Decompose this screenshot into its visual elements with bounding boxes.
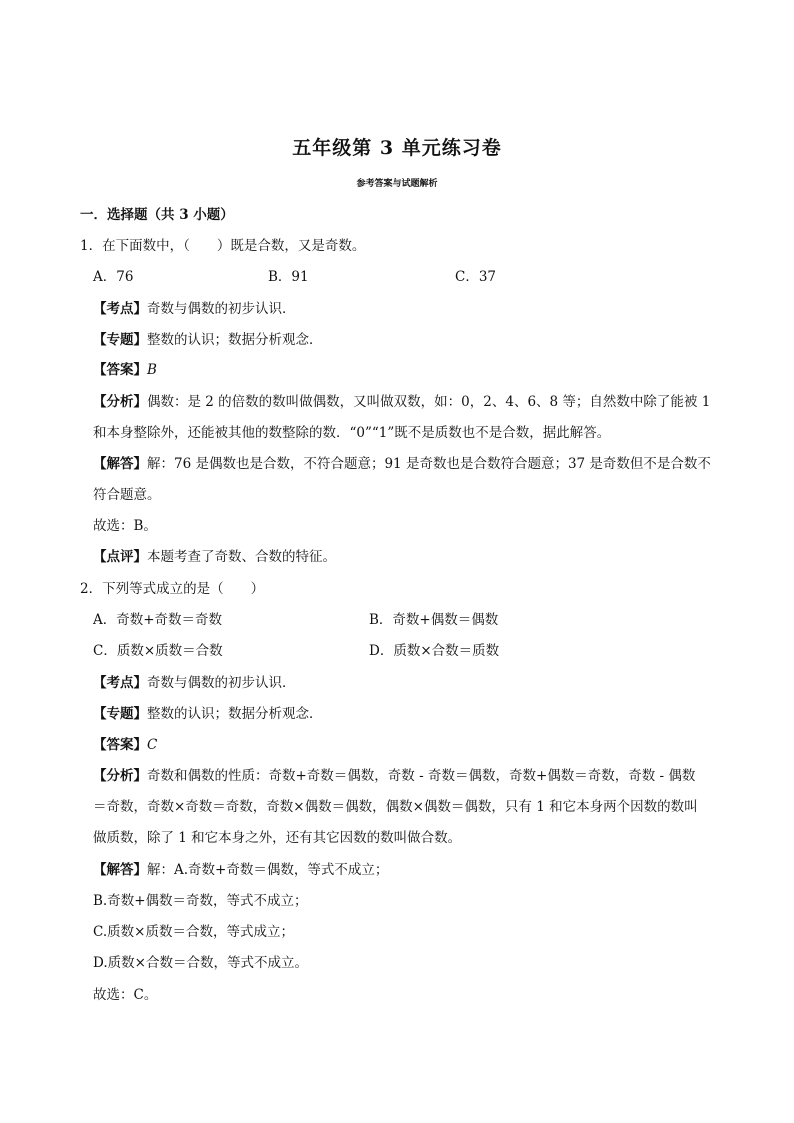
q1-option-c: C．37	[455, 269, 497, 285]
q2-option-a: A．奇数+奇数＝奇数	[93, 612, 223, 628]
q2-fenxi-line3: 做质数，除了 1 和它本身之外，还有其它因数的数叫做合数。	[93, 830, 462, 846]
q2-jieda-line2: B.奇数+偶数＝奇数，等式不成立；	[93, 893, 308, 909]
q1-dianping-text: 本题考查了奇数、合数的特征。	[147, 549, 336, 565]
q1-zhuanti	[93, 330, 323, 350]
q1-option-b: B．91	[268, 269, 309, 285]
q2-kaodian-tag: 【考点】	[93, 675, 147, 691]
q1-daan-tag: 【答案】	[93, 362, 147, 378]
q1-jieda-text1: 解：76 是偶数也是合数，不符合题意；91 是奇数也是合数符合题意；37 是奇数但不是合数不	[147, 456, 711, 472]
q1-fenxi-text1: 偶数：是 2 的倍数的数叫做偶数，又叫做双数，如：0，2、4、6、8 等；自然数中除了能被 1	[147, 394, 711, 410]
q2-daan-tag: 【答案】	[93, 737, 147, 753]
q2-option-d: D．质数×合数＝质数	[369, 643, 500, 659]
q1-fenxi-tag: 【分析】	[93, 394, 147, 410]
q2-fenxi-tag: 【分析】	[93, 768, 147, 784]
q2-answer-choice: 故选：C。	[93, 987, 158, 1003]
q1-fenxi-line1	[93, 392, 710, 412]
q1-dianping	[93, 547, 336, 567]
q1-stem: 1．在下面数中，（ ）既是合数，又是奇数。	[80, 238, 366, 254]
q1-option-a: A．76	[93, 269, 134, 285]
q2-jieda-line3: C.质数×质数＝合数，等式成立；	[93, 924, 294, 940]
q2-fenxi-line2: ＝奇数，奇数×奇数＝奇数，奇数×偶数＝偶数，偶数×偶数＝偶数，只有 1 和它本身两个因数的数叫	[93, 799, 698, 815]
q1-zhuanti-text: 整数的认识；数据分析观念．	[147, 332, 323, 348]
q1-daan-text: B	[147, 362, 157, 378]
q2-fenxi-text1: 奇数和偶数的性质：奇数+奇数＝偶数，奇数 - 奇数＝偶数，奇数+偶数＝奇数，奇数 - 偶数	[147, 768, 696, 784]
q2-jieda-tag: 【解答】	[93, 862, 147, 878]
q1-dianping-tag: 【点评】	[93, 549, 147, 565]
q1-daan	[93, 360, 157, 380]
q2-stem: 2．下列等式成立的是（ ）	[80, 581, 265, 597]
q2-kaodian-text: 奇数与偶数的初步认识．	[147, 675, 296, 691]
q1-kaodian	[93, 299, 296, 319]
q2-daan	[93, 735, 157, 755]
page-subtitle: 参考答案与试题解析	[356, 179, 438, 189]
section-heading: 一．选择题（共 3 小题）	[80, 207, 234, 223]
q2-jieda-line4: D.质数×合数＝合数，等式不成立。	[93, 955, 308, 971]
q1-jieda-line1	[93, 454, 711, 474]
q2-jieda-line1	[93, 860, 388, 880]
q2-fenxi-line1	[93, 766, 695, 786]
q2-option-b: B．奇数+偶数＝偶数	[369, 612, 499, 628]
q2-option-c: C．质数×质数＝合数	[93, 643, 223, 659]
q1-answer-choice: 故选：B。	[93, 518, 157, 534]
q1-kaodian-text: 奇数与偶数的初步认识．	[147, 301, 296, 317]
page-title: 五年级第 3 单元练习卷	[292, 137, 502, 159]
q1-fenxi-line2: 和本身整除外，还能被其他的数整除的数．“0”“1”既不是质数也不是合数，据此解答。	[93, 425, 611, 441]
q1-jieda-line2: 符合题意。	[93, 487, 161, 503]
q2-zhuanti	[93, 704, 323, 724]
q2-daan-text: C	[147, 737, 158, 753]
q2-kaodian	[93, 673, 296, 693]
q1-kaodian-tag: 【考点】	[93, 301, 147, 317]
q2-jieda-text1: 解：A.奇数+奇数＝偶数，等式不成立；	[147, 862, 389, 878]
q1-zhuanti-tag: 【专题】	[93, 332, 147, 348]
q2-zhuanti-tag: 【专题】	[93, 706, 147, 722]
q2-zhuanti-text: 整数的认识；数据分析观念．	[147, 706, 323, 722]
q1-jieda-tag: 【解答】	[93, 456, 147, 472]
